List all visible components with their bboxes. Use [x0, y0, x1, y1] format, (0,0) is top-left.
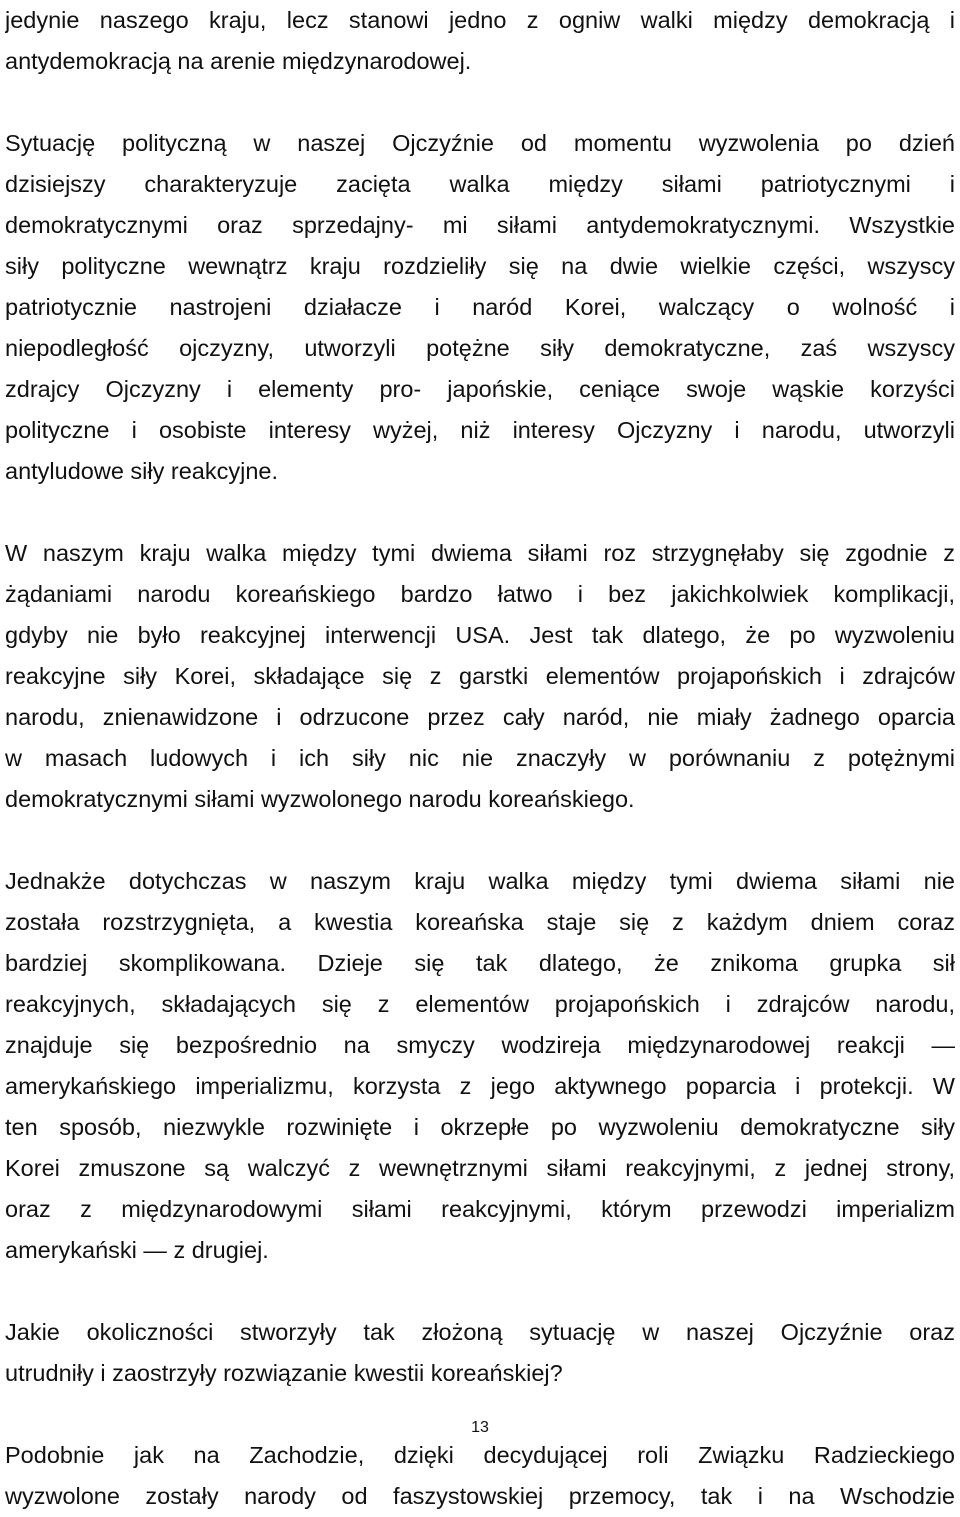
paragraph [5, 533, 955, 820]
text-line: Jakie okoliczności stworzyły tak złożoną sytuację w naszej Ojczyźnie oraz [5, 1319, 955, 1345]
text-line: utrudniły i zaostrzyły rozwiązanie kwestii koreańskiej? [5, 1360, 563, 1386]
paragraph [5, 1435, 955, 1517]
paragraph-gap [5, 1271, 955, 1312]
document-page [5, 0, 955, 1517]
text-line: niepodległość ojczyzny, utworzyli potężne siły demokratyczne, zaś wszyscy [5, 335, 955, 361]
text-line: Jednakże dotychczas w naszym kraju walka między tymi dwiema siłami nie [5, 868, 955, 894]
text-line: demokratycznymi siłami wyzwolonego narodu koreańskiego. [5, 786, 635, 812]
text-line: W naszym kraju walka między tymi dwiema siłami roz strzygnęłaby się zgodnie z [5, 540, 955, 566]
text-line: siły polityczne wewnątrz kraju rozdzieliły się na dwie wielkie części, wszyscy [5, 253, 955, 279]
text-line: wyzwolone zostały narody od faszystowskiej przemocy, tak i na Wschodzie [5, 1483, 955, 1509]
text-line: zdrajcy Ojczyzny i elementy pro- japońskie, ceniące swoje wąskie korzyści [5, 376, 955, 402]
text-line: Podobnie jak na Zachodzie, dzięki decydującej roli Związku Radzieckiego [5, 1442, 955, 1468]
document-body [5, 0, 955, 1517]
text-line: narodu, znienawidzone i odrzucone przez cały naród, nie miały żadnego oparcia [5, 704, 955, 730]
text-line: antydemokracją na arenie międzynarodowej. [5, 48, 472, 74]
text-line: gdyby nie było reakcyjnej interwencji USA. Jest tak dlatego, że po wyzwoleniu [5, 622, 955, 648]
text-line: została rozstrzygnięta, a kwestia koreańska staje się z każdym dniem coraz [5, 909, 955, 935]
text-line: reakcyjne siły Korei, składające się z garstki elementów projapońskich i zdrajców [5, 663, 955, 689]
text-line: polityczne i osobiste interesy wyżej, niż interesy Ojczyzny i narodu, utworzyli [5, 417, 955, 443]
text-line: antyludowe siły reakcyjne. [5, 458, 278, 484]
text-line: reakcyjnych, składających się z elementów projapońskich i zdrajców narodu, [5, 991, 955, 1017]
text-line: oraz z międzynarodowymi siłami reakcyjnymi, którym przewodzi imperializm [5, 1196, 955, 1222]
text-line: Korei zmuszone są walczyć z wewnętrznymi siłami reakcyjnymi, z jednej strony, [5, 1155, 955, 1181]
text-line: Sytuację polityczną w naszej Ojczyźnie od momentu wyzwolenia po dzień [5, 130, 955, 156]
paragraph-gap [5, 492, 955, 533]
paragraph-gap [5, 82, 955, 123]
text-line: patriotycznie nastrojeni działacze i naród Korei, walczący o wolność i [5, 294, 955, 320]
text-line: ten sposób, niezwykle rozwinięte i okrzepłe po wyzwoleniu demokratyczne siły [5, 1114, 955, 1140]
text-line: amerykański — z drugiej. [5, 1237, 269, 1263]
text-line: demokratycznymi oraz sprzedajny- mi siłami antydemokratycznymi. Wszystkie [5, 212, 955, 238]
text-line: amerykańskiego imperializmu, korzysta z jego aktywnego poparcia i protekcji. W [5, 1073, 955, 1099]
page-number: 13 [471, 1419, 489, 1436]
text-line: bardziej skomplikowana. Dzieje się tak dlatego, że znikoma grupka sił [5, 950, 955, 976]
paragraph [5, 1312, 955, 1394]
text-line: jedynie naszego kraju, lecz stanowi jedno z ogniw walki między demokracją i [5, 7, 955, 33]
text-line: dzisiejszy charakteryzuje zacięta walka między siłami patriotycznymi i [5, 171, 955, 197]
paragraph [5, 0, 955, 82]
text-line: znajduje się bezpośrednio na smyczy wodzireja międzynarodowej reakcji — [5, 1032, 955, 1058]
text-line: żądaniami narodu koreańskiego bardzo łatwo i bez jakichkolwiek komplikacji, [5, 581, 955, 607]
text-line: w masach ludowych i ich siły nic nie znaczyły w porównaniu z potężnymi [5, 745, 955, 771]
paragraph-gap [5, 820, 955, 861]
paragraph [5, 861, 955, 1271]
paragraph [5, 123, 955, 492]
